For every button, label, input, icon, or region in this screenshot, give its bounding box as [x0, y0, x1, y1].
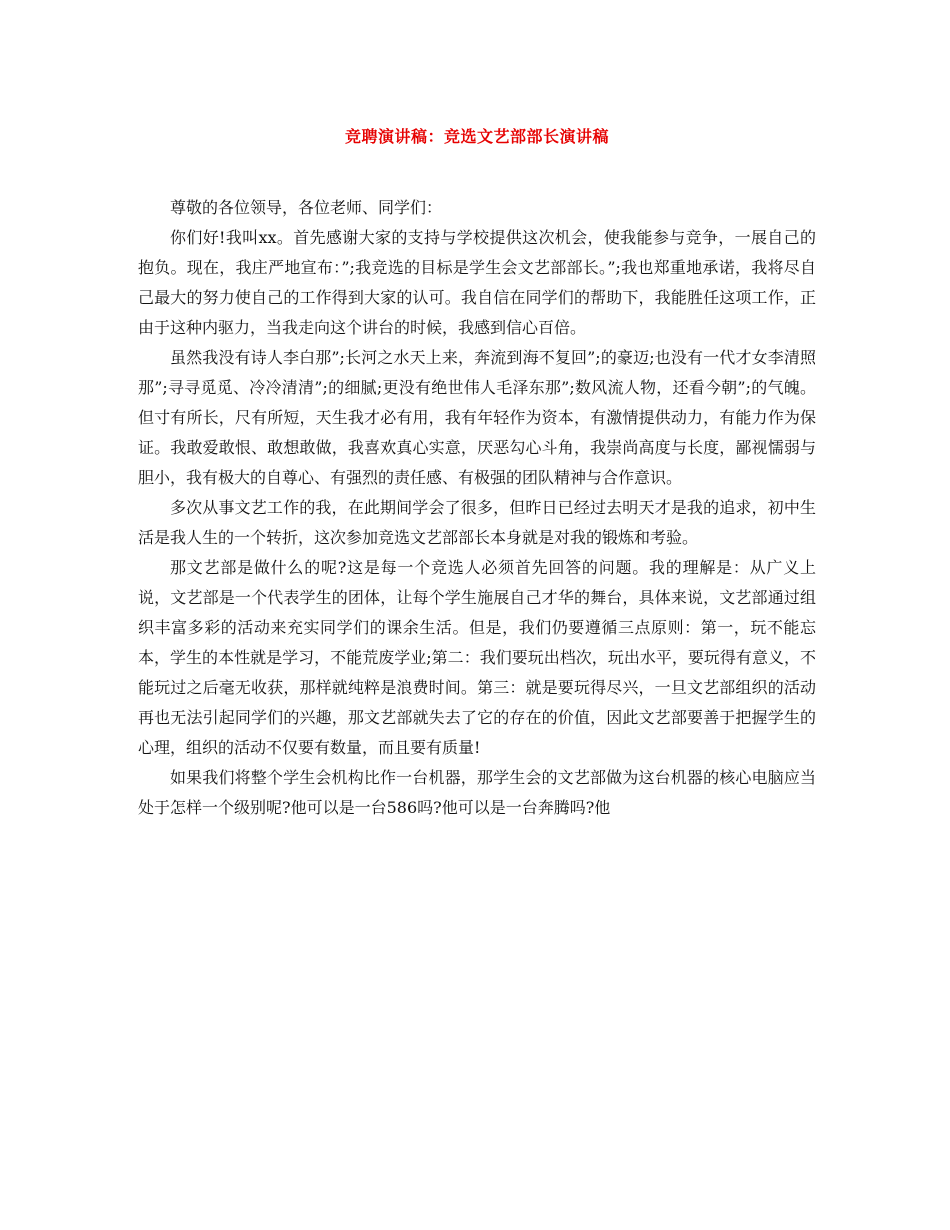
document-title: 竞聘演讲稿：竞选文艺部部长演讲稿 — [344, 127, 609, 146]
paragraph-greeting: 尊敬的各位领导，各位老师、同学们： — [170, 198, 443, 217]
document-page — [138, 0, 816, 1230]
paragraph-role-of-department: 那文艺部是做什么的呢?这是每一个竞选人必须首先回答的问题。我的理解是：从广义上说，文艺部是一个代表学生的团体，让每个学生施展自己才华的舞台，具体来说，文艺部通过组织丰富多彩的活动来充实同学们的课余生活。但是，我们仍要遵循三点原则：第一，玩不能忘本，学生的本性就是学习，不能荒废学业;第二：我们要玩出档次，玩出水平，要玩得有意义，不能玩过之后毫无收获，那样就纯粹是浪费时间。第三：就是要玩得尽兴，一旦文艺部组织的活动再也无法引起同学们的兴趣，那文艺部就失去了它的存在的价值，因此文艺部要善于把握学生的心理，组织的活动不仅要有数量，而且要有质量! — [138, 558, 816, 757]
paragraph-introduction: 你们好!我叫xx。首先感谢大家的支持与学校提供这次机会，使我能参与竞争，一展自己的抱负。现在，我庄严地宣布：”;我竞选的目标是学生会文艺部部长。”;我也郑重地承诺，我将尽自己最大的努力使自己的工作得到大家的认可。我自信在同学们的帮助下，我能胜任这项工作，正由于这种内驱力，当我走向这个讲台的时候，我感到信心百倍。 — [138, 228, 816, 337]
paragraph-machine-analogy: 如果我们将整个学生会机构比作一台机器，那学生会的文艺部做为这台机器的核心电脑应当处于怎样一个级别呢?他可以是一台586吗?他可以是一台奔腾吗?他 — [138, 768, 816, 817]
paragraph-self-description: 虽然我没有诗人李白那”;长河之水天上来，奔流到海不复回”;的豪迈;也没有一代才女李清照那”;寻寻觅觅、冷冷清清”;的细腻;更没有绝世伟人毛泽东那”;数风流人物，还看今朝”;的气魄。但寸有所长，尺有所短，天生我才必有用，我有年轻作为资本，有激情提供动力，有能力作为保证。我敢爱敢恨、敢想敢做，我喜欢真心实意，厌恶勾心斗角，我崇尚高度与长度，鄙视懦弱与胆小，我有极大的自尊心、有强烈的责任感、有极强的团队精神与合作意识。 — [138, 348, 816, 487]
paragraph-experience: 多次从事文艺工作的我，在此期间学会了很多，但昨日已经过去明天才是我的追求，初中生活是我人生的一个转折，这次参加竞选文艺部部长本身就是对我的锻炼和考验。 — [138, 498, 816, 547]
document-body — [138, 193, 816, 823]
